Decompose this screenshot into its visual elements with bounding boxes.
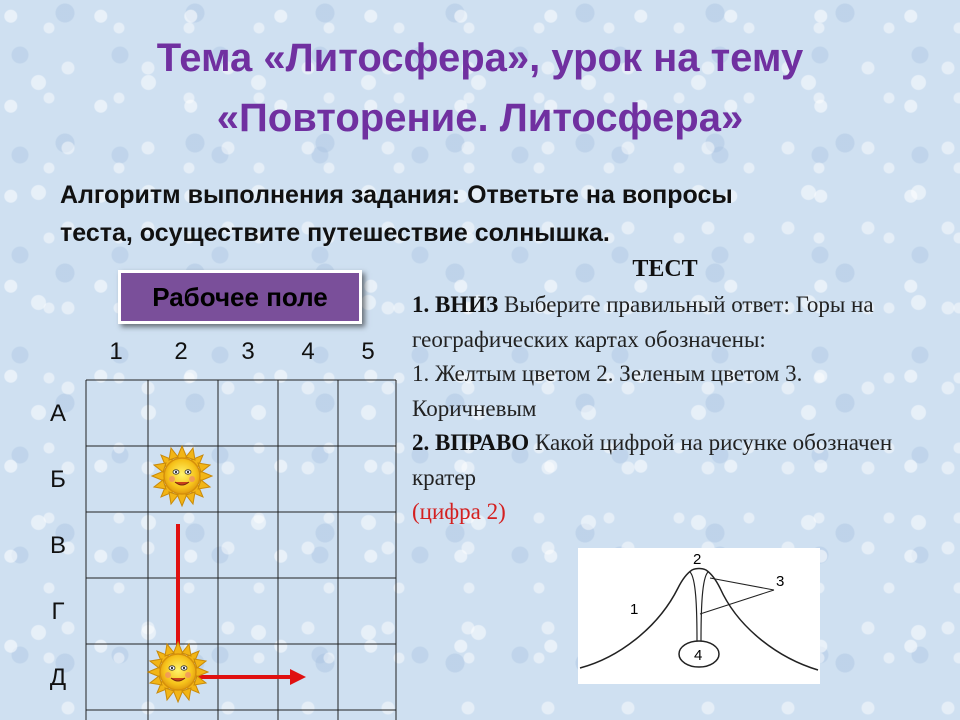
- row-label: А: [49, 400, 66, 427]
- question-2-text: Какой цифрой на рисунке обозначен кратер: [412, 430, 893, 490]
- column-label: 4: [301, 338, 315, 365]
- volcano-diagram: [578, 548, 820, 684]
- sun-icon: [148, 642, 208, 702]
- row-label: В: [49, 532, 66, 559]
- volcano-figure: [578, 548, 820, 684]
- grid-lines: [86, 380, 396, 720]
- question-1-options: 1. Желтым цветом 2. Зеленым цветом 3. Коричневым: [412, 361, 803, 421]
- figure-label: 1: [630, 601, 639, 618]
- column-label: 2: [174, 338, 188, 365]
- work-field-label: Рабочее поле: [118, 270, 362, 324]
- question-2-answer: (цифра 2): [412, 499, 506, 524]
- row-label: Г: [51, 598, 65, 625]
- row-label: Д: [49, 664, 67, 691]
- slide-title-line1: Тема «Литосфера», урок на тему: [156, 36, 804, 80]
- column-label: 5: [361, 338, 375, 365]
- column-label: 1: [109, 338, 123, 365]
- algorithm-line2: теста, осуществите путешествие солнышка.: [60, 219, 610, 247]
- figure-label: 2: [693, 551, 702, 568]
- question-1-label: 1. ВНИЗ: [412, 292, 499, 317]
- figure-label: 4: [694, 647, 703, 664]
- sun-icon: [152, 446, 212, 506]
- question-2: [412, 426, 932, 495]
- question-1-text: Выберите правильный ответ: Горы на географических картах обозначены:: [412, 292, 874, 352]
- test-body: [412, 288, 932, 530]
- row-label: Б: [50, 466, 66, 493]
- test-title: ТЕСТ: [632, 256, 698, 282]
- figure-label: 3: [776, 573, 785, 590]
- column-label: 3: [241, 338, 255, 365]
- question-1: [412, 288, 932, 357]
- algorithm-line1: Алгоритм выполнения задания: Ответьте на вопросы: [60, 181, 733, 209]
- question-2-label: 2. ВПРАВО: [412, 430, 530, 455]
- arrow-head-icon: [290, 669, 306, 685]
- slide-title-line2: «Повторение. Литосфера»: [216, 96, 744, 140]
